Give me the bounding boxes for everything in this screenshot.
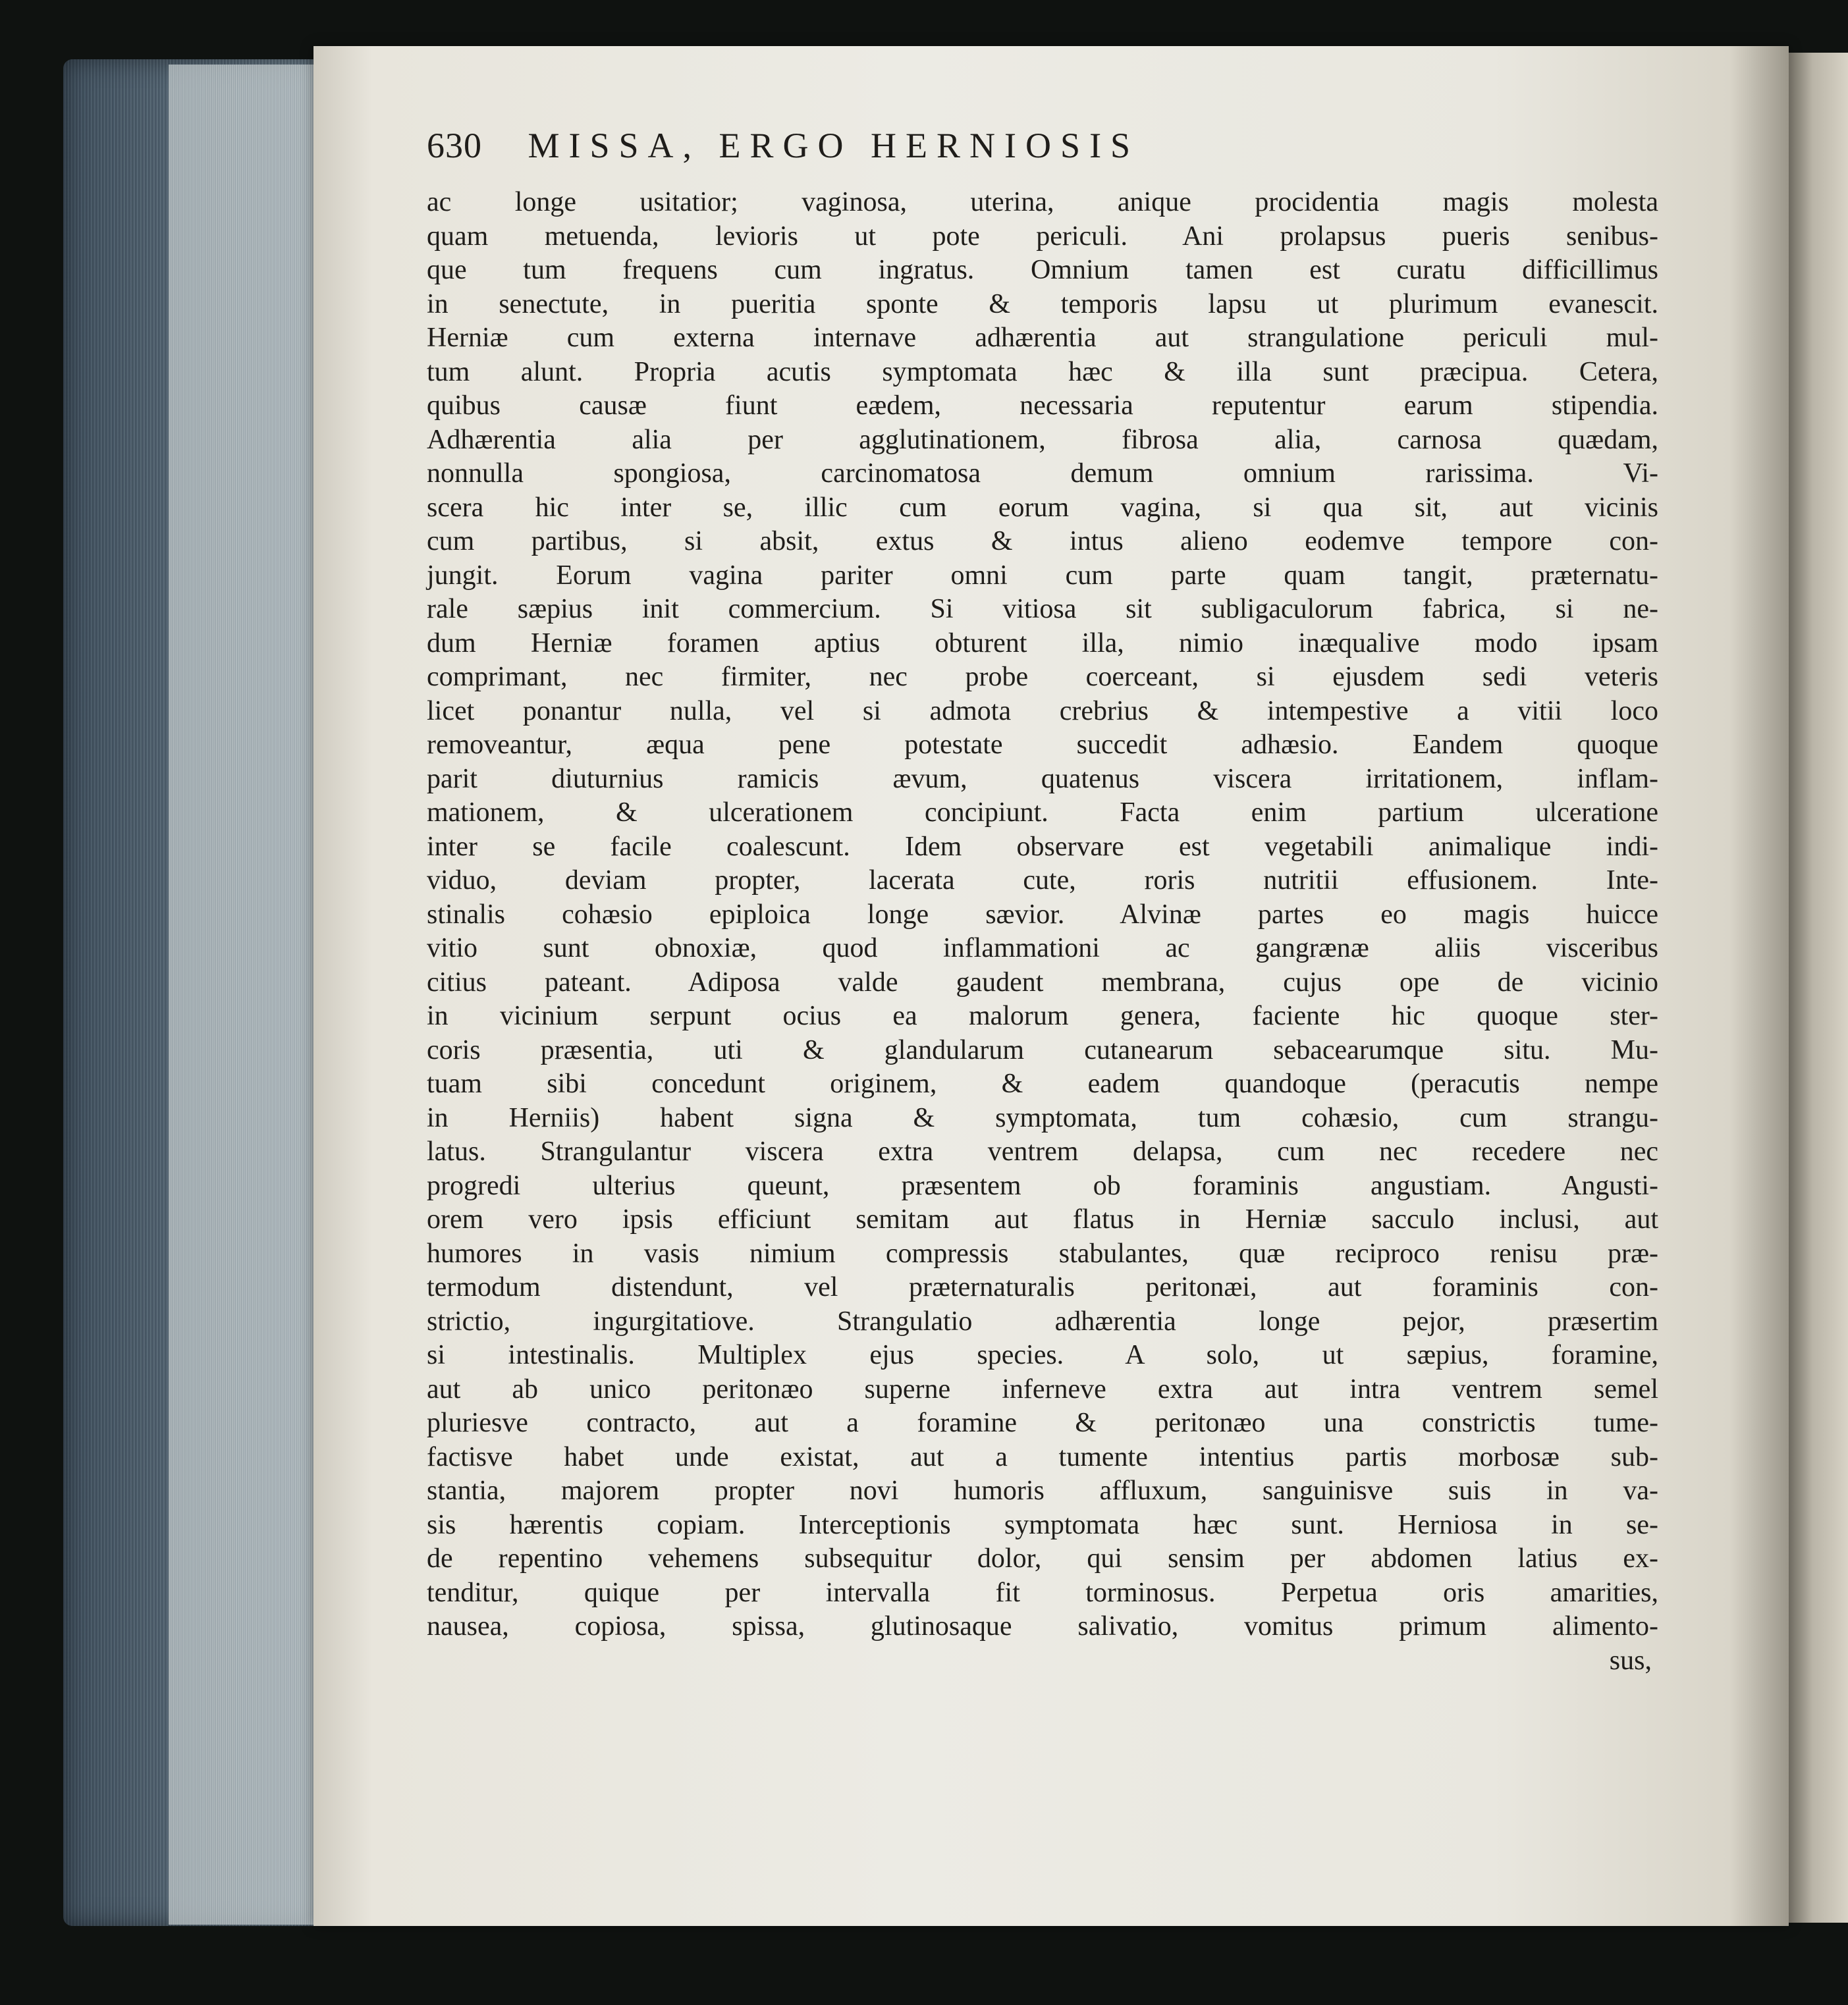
text-line: humores in vasis nimium compressis stabulantes, quæ reciproco renisu præ- xyxy=(427,1238,1658,1269)
text-line: in vicinium serpunt ocius ea malorum genera, faciente hic quoque ster- xyxy=(427,1001,1658,1031)
text-line: coris præsentia, uti & glandularum cutanearum sebacearumque situ. Mu- xyxy=(427,1034,1658,1065)
text-line: Adhærentia alia per agglutinationem, fibrosa alia, carnosa quædam, xyxy=(427,424,1658,455)
page-number: 630 xyxy=(427,126,482,165)
text-line: factisve habet unde existat, aut a tumente intentius partis morbosæ sub- xyxy=(427,1441,1658,1472)
text-line: cum partibus, si absit, extus & intus alieno eodemve tempore con- xyxy=(427,526,1658,556)
running-title: MISSA, ERGO HERNIOSIS xyxy=(528,126,1140,165)
text-line: in senectute, in pueritia sponte & temporis lapsu ut plurimum evanescit. xyxy=(427,288,1658,319)
catchword: sus, xyxy=(1609,1645,1652,1676)
body-text xyxy=(427,186,1658,1678)
text-line: tuam sibi concedunt originem, & eadem quandoque (peracutis nempe xyxy=(427,1069,1658,1099)
text-line: dum Herniæ foramen aptius obturent illa, nimio inæqualive modo ipsam xyxy=(427,628,1658,658)
text-line: termodum distendunt, vel præternaturalis peritonæi, aut foraminis con- xyxy=(427,1272,1658,1302)
text-line: mationem, & ulcerationem concipiunt. Facta enim partium ulceratione xyxy=(427,797,1658,828)
text-line: si intestinalis. Multiplex ejus species. A solo, ut sæpius, foramine, xyxy=(427,1340,1658,1370)
text-line: vitio sunt obnoxiæ, quod inflammationi ac gangrænæ aliis visceribus xyxy=(427,933,1658,963)
text-line: stinalis cohæsio epiploica longe sævior. Alvinæ partes eo magis huicce xyxy=(427,899,1658,930)
text-line: ac longe usitatior; vaginosa, uterina, anique procidentia magis molesta xyxy=(427,187,1658,217)
text-line: de repentino vehemens subsequitur dolor, qui sensim per abdomen latius ex- xyxy=(427,1543,1658,1574)
text-line: quibus causæ fiunt eædem, necessaria reputentur earum stipendia. xyxy=(427,390,1658,421)
text-line: nonnulla spongiosa, carcinomatosa demum omnium rarissima. Vi- xyxy=(427,458,1658,489)
text-line: sis hærentis copiam. Interceptionis symptomata hæc sunt. Herniosa in se- xyxy=(427,1509,1658,1540)
text-line: strictio, ingurgitatiove. Strangulatio adhærentia longe pejor, præsertim xyxy=(427,1306,1658,1337)
running-head xyxy=(427,125,1560,184)
text-line: comprimant, nec firmiter, nec probe coerceant, si ejusdem sedi veteris xyxy=(427,662,1658,692)
text-line: quam metuenda, levioris ut pote periculi. Ani prolapsus pueris senibus- xyxy=(427,221,1658,252)
text-line: aut ab unico peritonæo superne inferneve extra aut intra ventrem semel xyxy=(427,1374,1658,1404)
text-line: latus. Strangulantur viscera extra ventrem delapsa, cum nec recedere nec xyxy=(427,1136,1658,1167)
text-line: jungit. Eorum vagina pariter omni cum parte quam tangit, præternatu- xyxy=(427,560,1658,591)
text-line: inter se facile coalescunt. Idem observare est vegetabili animalique indi- xyxy=(427,831,1658,862)
text-line: nausea, copiosa, spissa, glutinosaque salivatio, vomitus primum alimento- xyxy=(427,1611,1658,1642)
text-line: stantia, majorem propter novi humoris affluxum, sanguinisve suis in va- xyxy=(427,1476,1658,1506)
text-line: progredi ulterius queunt, præsentem ob foraminis angustiam. Angusti- xyxy=(427,1170,1658,1201)
text-line: citius pateant. Adiposa valde gaudent membrana, cujus ope de vicinio xyxy=(427,967,1658,998)
text-line: removeantur, æqua pene potestate succedit adhæsio. Eandem quoque xyxy=(427,730,1658,760)
text-line: Herniæ cum externa internave adhærentia aut strangulatione periculi mul- xyxy=(427,323,1658,353)
text-line: licet ponantur nulla, vel si admota crebrius & intempestive a vitii loco xyxy=(427,695,1658,726)
text-line: orem vero ipsis efficiunt semitam aut flatus in Herniæ sacculo inclusi, aut xyxy=(427,1204,1658,1235)
page-block-leaves xyxy=(169,65,321,1925)
facing-page-edge xyxy=(1789,53,1848,1923)
text-line: que tum frequens cum ingratus. Omnium tamen est curatu difficillimus xyxy=(427,255,1658,285)
text-line: pluriesve contracto, aut a foramine & peritonæo una constrictis tume- xyxy=(427,1408,1658,1438)
text-line: viduo, deviam propter, lacerata cute, roris nutritii effusionem. Inte- xyxy=(427,865,1658,896)
text-line: parit diuturnius ramicis ævum, quatenus viscera irritationem, inflam- xyxy=(427,763,1658,794)
text-line: scera hic inter se, illic cum eorum vagina, si qua sit, aut vicinis xyxy=(427,492,1658,523)
text-line: rale sæpius init commercium. Si vitiosa sit subligaculorum fabrica, si ne- xyxy=(427,594,1658,624)
text-line: tenditur, quique per intervalla fit torminosus. Perpetua oris amarities, xyxy=(427,1577,1658,1608)
text-line: in Herniis) habent signa & symptomata, tum cohæsio, cum strangu- xyxy=(427,1102,1658,1133)
text-line: tum alunt. Propria acutis symptomata hæc & illa sunt præcipua. Cetera, xyxy=(427,356,1658,387)
